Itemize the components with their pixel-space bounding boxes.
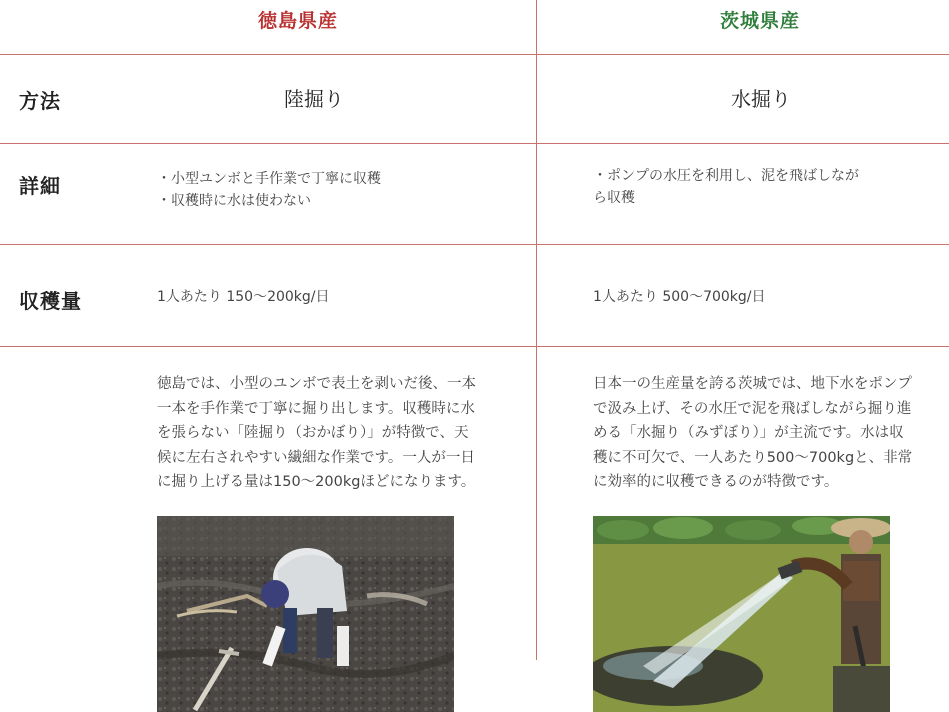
row-divider-3 — [0, 244, 949, 245]
description-line: に効率的に収穫できるのが特徴です。 — [593, 474, 839, 490]
description-line: める「水掘り（みずぼり）」が主流です。水は収 — [593, 425, 904, 441]
row-divider-1 — [0, 54, 949, 55]
method-ibaraki: 水掘り — [731, 87, 791, 111]
row-divider-2 — [0, 143, 949, 144]
detail-tokushima — [157, 168, 381, 212]
description-line: 日本一の生産量を誇る茨城では、地下水をポンプ — [593, 376, 912, 392]
detail-ibaraki-line: ・ポンプの水圧を利用し、泥を飛ばしなが — [593, 168, 859, 184]
method-tokushima: 陸掘り — [284, 87, 344, 111]
description-line: に掘り上げる量は150〜200kgほどになります。 — [157, 474, 476, 490]
yield-label: 収穫量 — [19, 289, 82, 313]
ibaraki-harvest-photo — [593, 516, 890, 712]
column-divider — [536, 0, 537, 660]
detail-label: 詳細 — [19, 174, 61, 198]
yield-ibaraki: 1人あたり 500〜700kg/日 — [593, 289, 766, 305]
tokushima-header: 徳島県産 — [258, 10, 339, 32]
detail-ibaraki — [593, 165, 859, 209]
description-line: 徳島では、小型のユンボで表土を剥いだ後、一本 — [157, 376, 476, 392]
description-tokushima — [157, 372, 512, 495]
detail-tokushima-line: ・小型ユンボと手作業で丁寧に収穫 — [157, 171, 381, 187]
description-line: 候に左右されやすい繊細な作業です。一人が一日 — [157, 449, 475, 466]
description-line: で汲み上げ、その水圧で泥を飛ばしながら掘り進 — [593, 400, 912, 417]
description-line: 一本を手作業で丁寧に掘り出します。収穫時に水 — [157, 400, 475, 417]
yield-tokushima: 1人あたり 150〜200kg/日 — [157, 289, 330, 305]
detail-ibaraki-line: ら収穫 — [593, 190, 635, 206]
ibaraki-header: 茨城県産 — [720, 10, 801, 32]
row-divider-4 — [0, 346, 949, 347]
tokushima-harvest-photo — [157, 516, 454, 712]
description-line: を張らない「陸掘り（おかぼり）」が特徴で、天 — [157, 425, 469, 441]
description-line: 穫に不可欠で、一人あたり500〜700kgと、非常 — [593, 449, 913, 466]
detail-tokushima-line: ・収穫時に水は使わない — [157, 193, 311, 209]
method-label: 方法 — [19, 89, 61, 113]
description-ibaraki — [593, 372, 948, 495]
